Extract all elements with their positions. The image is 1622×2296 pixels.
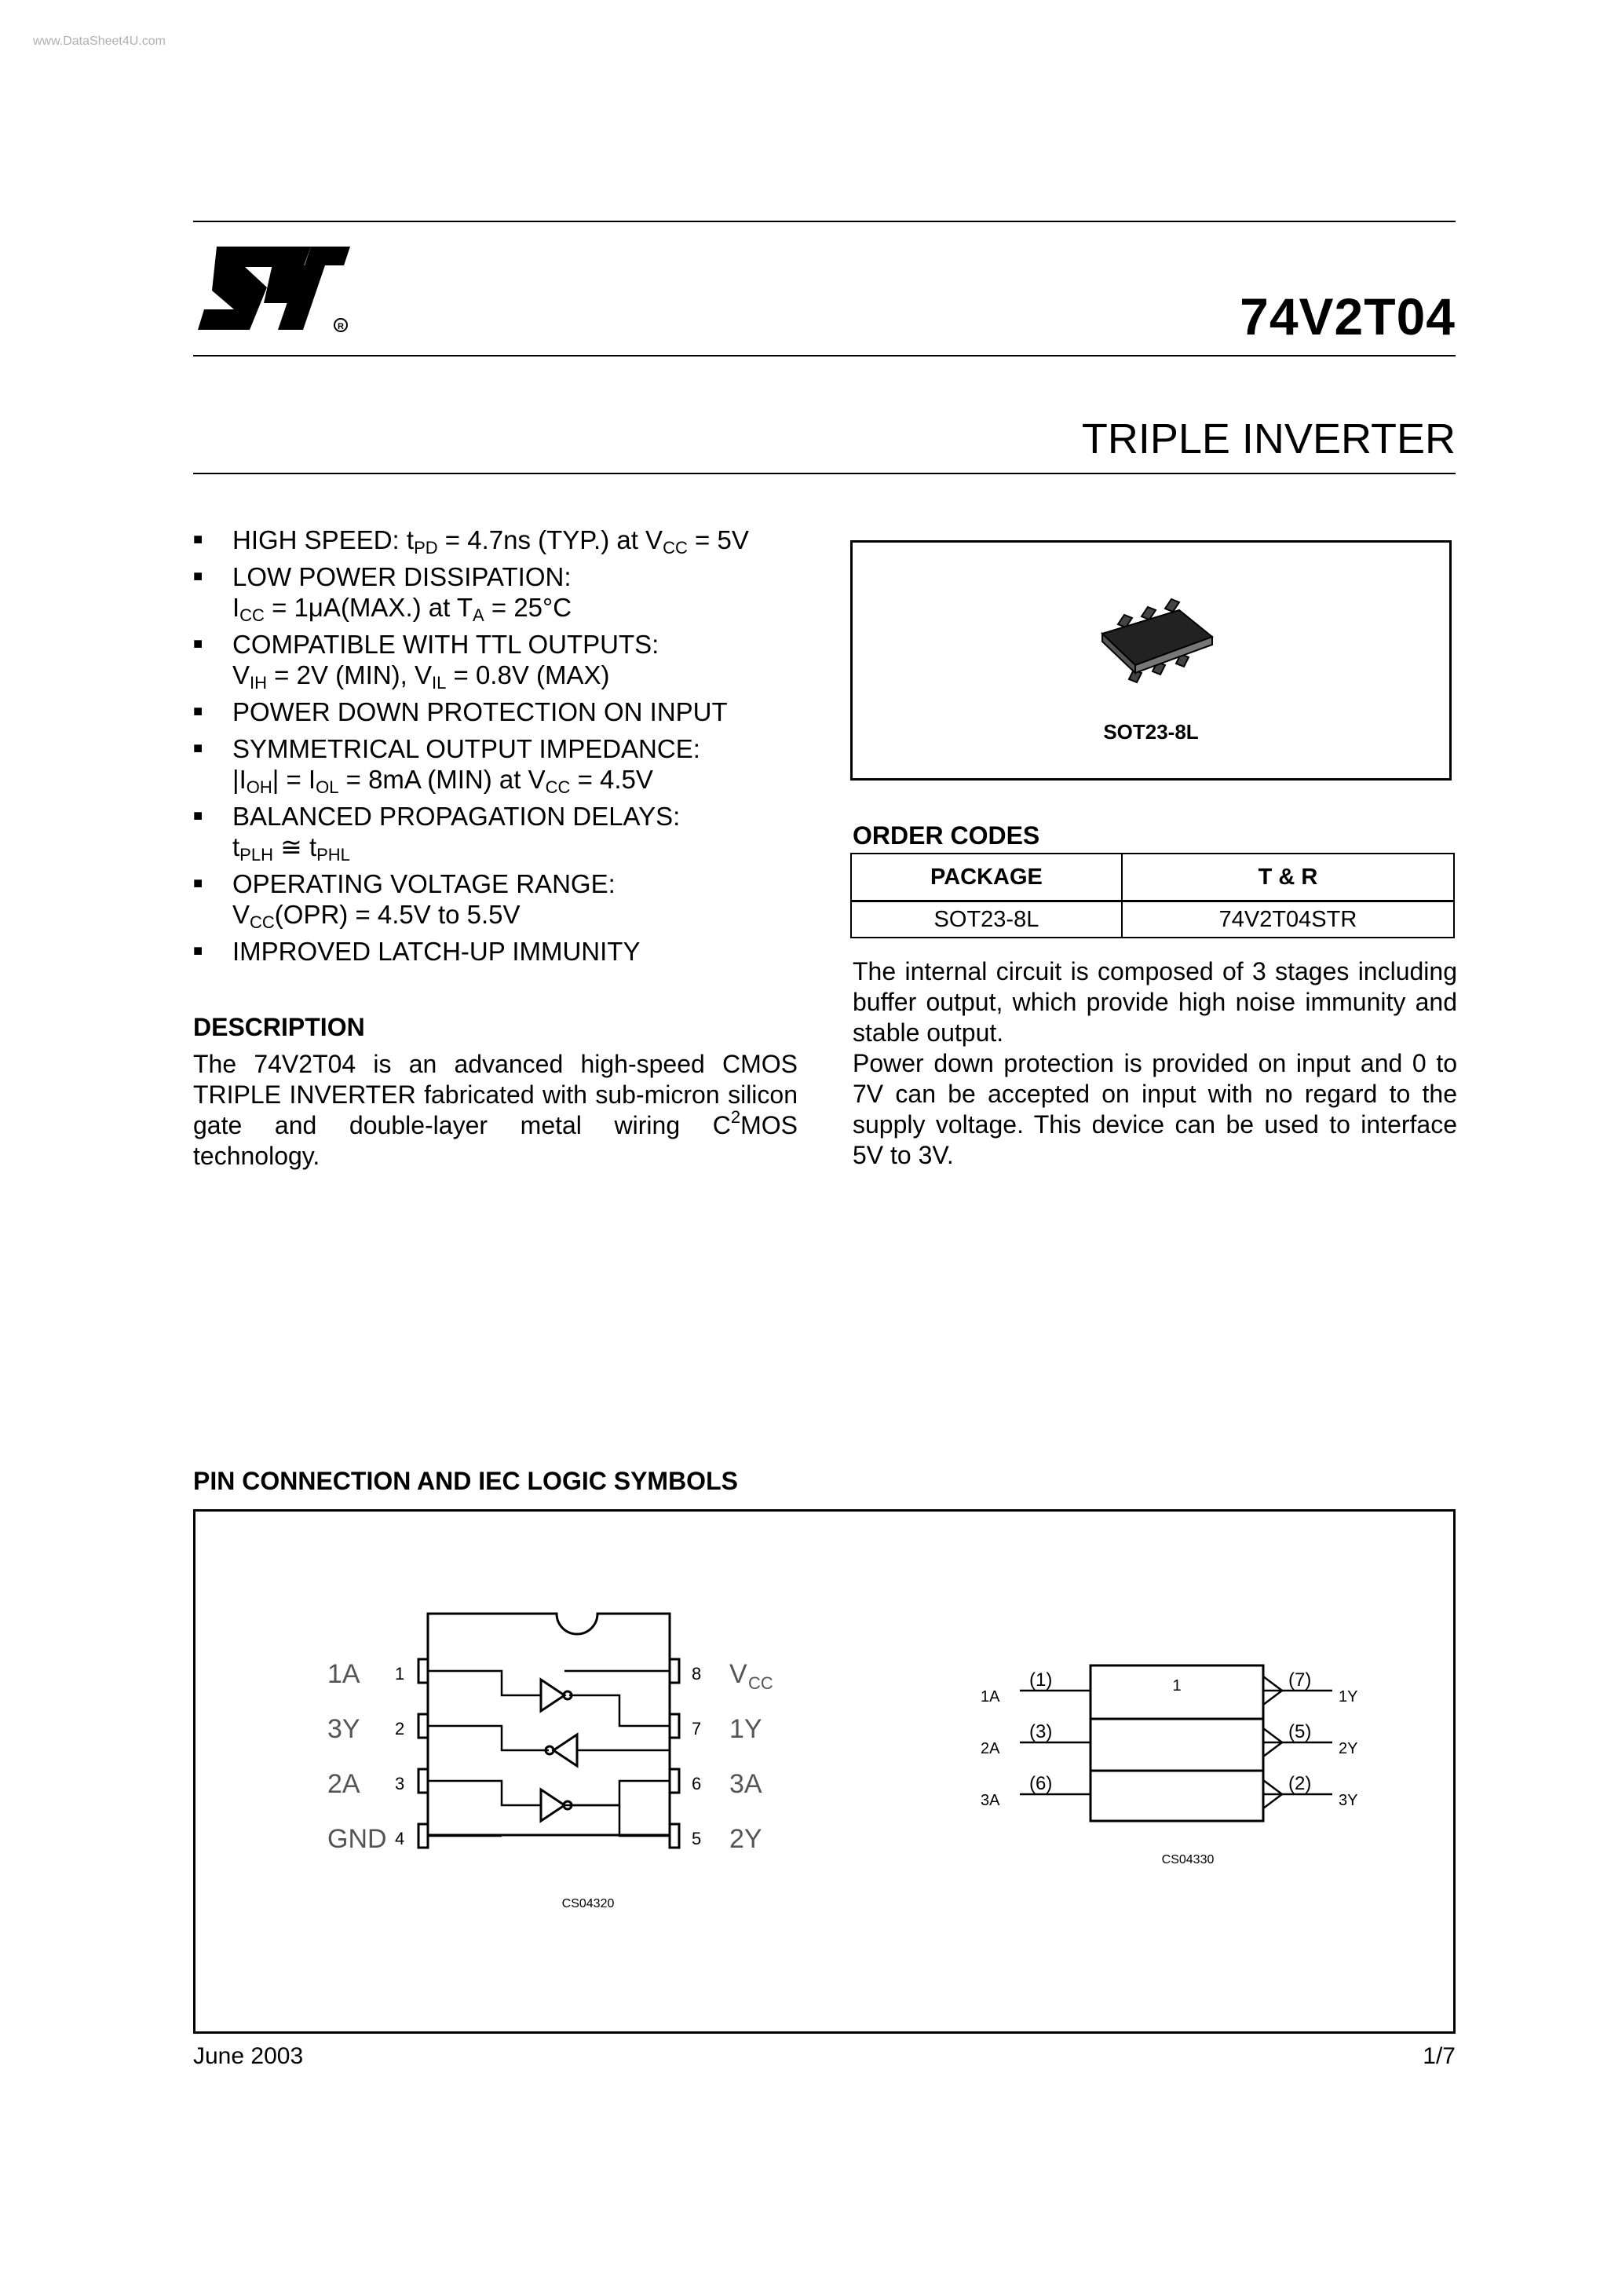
feature-item: ■ OPERATING VOLTAGE RANGE: $V_{CC}(OPR) = 4.5V$ to 5.5V [193,869,616,932]
pin-label: 1Y [729,1714,762,1744]
top-rule [193,221,1456,222]
iec-output-pin: (7) [1288,1669,1312,1691]
iec-output-name: 1Y [1339,1688,1358,1706]
pin-number: 6 [692,1774,702,1793]
pin-label: 3A [729,1769,762,1799]
pin-number: 7 [692,1719,702,1738]
pin-number: 5 [692,1829,702,1848]
pin-number: 1 [395,1664,405,1684]
table-row [851,901,1454,938]
feature-item: ■ HIGH SPEED: $t_{PD} = 4.7ns$ (TYP.) at $V_{CC} = 5V$ [193,525,749,558]
feature-list [193,525,806,973]
iec-input-pin: (6) [1029,1773,1053,1794]
bullet-icon: ■ [193,531,203,548]
st-logo-icon [193,242,350,336]
order-codes-heading: ORDER CODES [853,821,1040,850]
table-cell: 74V2T04STR [1122,901,1454,938]
iec-output-name: 2Y [1339,1740,1358,1757]
figure-heading: PIN CONNECTION AND IEC LOGIC SYMBOLS [193,1467,738,1495]
table-cell: SOT23-8L [851,901,1122,938]
iec-function-label: 1 [1172,1677,1182,1695]
iec-output-pin: (5) [1288,1721,1312,1742]
bullet-icon: ■ [193,635,203,653]
feature-item: ■ POWER DOWN PROTECTION ON INPUT [193,697,728,726]
drawing-code: CS04320 [561,1897,615,1910]
iec-output-pin: (2) [1288,1773,1312,1794]
package-label: SOT23-8L [1103,720,1199,744]
column-header: PACKAGE [851,854,1122,901]
header-rule [193,355,1456,356]
pin-label: 1A [327,1659,360,1689]
bullet-icon: ■ [193,568,203,585]
footer-page: 1/7 [1423,2043,1456,2069]
iec-input-name: 3A [981,1792,1000,1809]
iec-input-name: 2A [981,1740,1000,1757]
internal-circuit-text: The internal circuit is composed of 3 stages including buffer output, which provide high noise immunity and stable output. Power down protection is provided on input and 0 to 7V can be accepted on input with no regard to the supply voltage. This device can be used to interface 5V to 3V. [853,957,1457,1169]
footer-date: June 2003 [193,2043,304,2069]
subtitle-rule [193,473,1456,474]
description-heading: DESCRIPTION [193,1013,365,1041]
feature-item: ■ COMPATIBLE WITH TTL OUTPUTS: $V_{IH} = 2V$ (MIN), $V_{IL} = 0.8V$ (MAX) [193,630,659,693]
iec-input-pin: (3) [1029,1721,1053,1742]
pin-label: 2Y [729,1824,762,1854]
iec-input-pin: (1) [1029,1669,1053,1691]
sot23-package-icon [1087,598,1228,692]
package-box [850,540,1452,781]
iec-output-name: 3Y [1339,1792,1358,1809]
iec-input-name: 1A [981,1688,1000,1706]
bullet-icon: ■ [193,703,203,720]
figure-box [193,1509,1456,2034]
pin-label: 3Y [327,1714,360,1744]
pin-number: 4 [395,1829,405,1848]
bullet-icon: ■ [193,875,203,892]
bullet-icon: ■ [193,807,203,824]
order-codes-table [850,853,1455,938]
part-number: 74V2T04 [1240,287,1456,345]
feature-item: ■ LOW POWER DISSIPATION: $I_{CC} = 1\mu A(MAX.)$ at $T_A = 25^\circ C$ [193,562,572,625]
pin-number: 3 [395,1774,405,1793]
bullet-icon: ■ [193,942,203,960]
column-header: T & R [1122,854,1454,901]
svg-text:R: R [338,322,344,331]
pin-connection-diagram [195,1512,1453,2031]
pin-label: GND [327,1824,387,1854]
device-subtitle: TRIPLE INVERTER [1081,415,1456,462]
pin-label: V [729,1659,747,1689]
watermark: www.DataSheet4U.com [33,35,166,48]
pin-number: 2 [395,1719,405,1738]
description-text: The 74V2T04 is an advanced high-speed CMOS TRIPLE INVERTER fabricated with sub-micron silicon gate and double-layer metal wiring $C^2MOS$ technology. [193,1050,798,1170]
pin-number: 8 [692,1664,702,1684]
feature-item: ■ IMPROVED LATCH-UP IMMUNITY [193,937,641,966]
feature-item: ■ BALANCED PROPAGATION DELAYS: $t_{PLH}$ ≅ $t_{PHL}$ [193,802,681,865]
pin-label: 2A [327,1769,360,1799]
bullet-icon: ■ [193,740,203,757]
drawing-code: CS04330 [1161,1853,1215,1866]
feature-item: ■ SYMMETRICAL OUTPUT IMPEDANCE: $|I_{OH}| = I_{OL} = 8mA$ (MIN) at $V_{CC} = 4.5V$ [193,734,700,797]
pin-label-subscript: CC [748,1673,773,1693]
